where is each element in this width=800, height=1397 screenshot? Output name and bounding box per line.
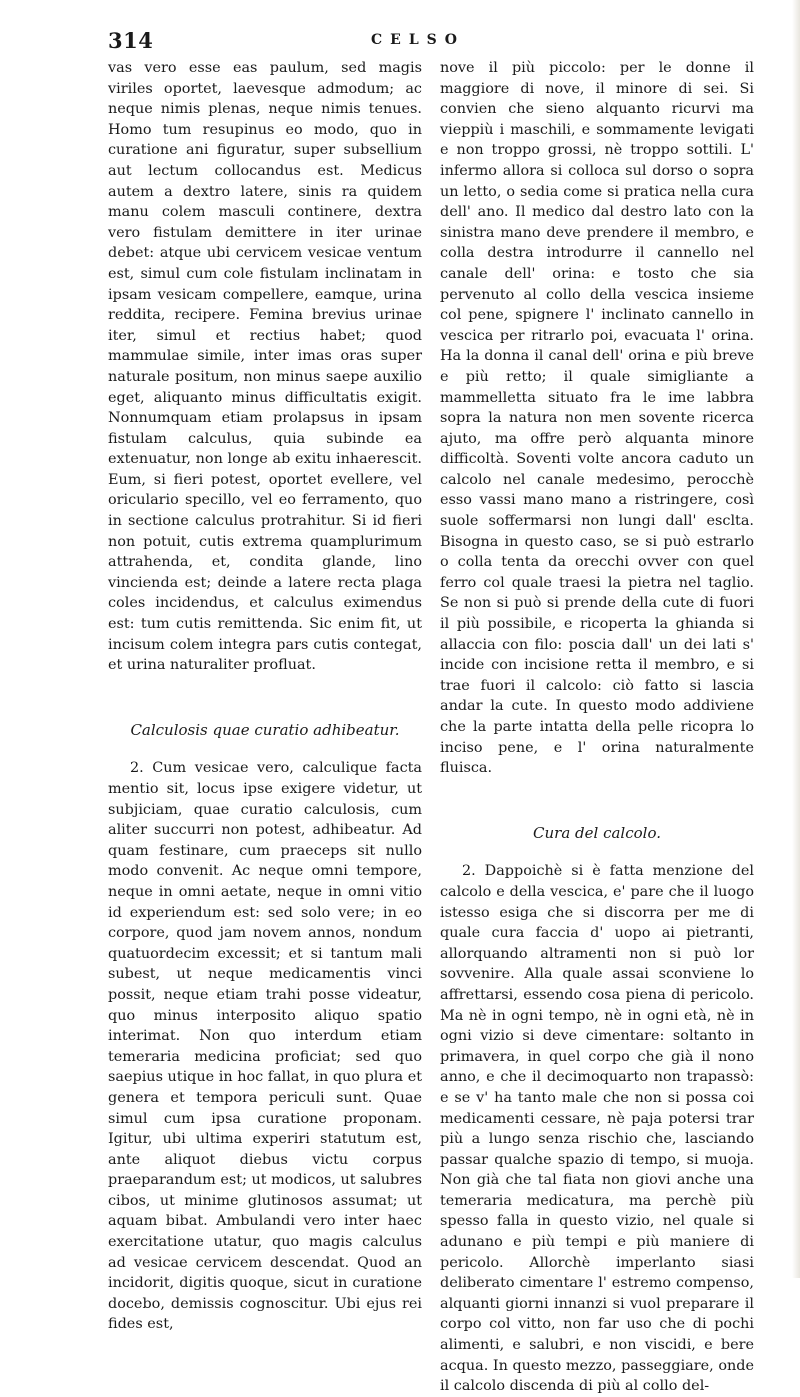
latin-section-title: Calculosis quae curatio adhibeatur. [130, 720, 400, 739]
latin-column [108, 58, 422, 1335]
italian-section-title: Cura del calcolo. [533, 823, 661, 842]
latin-paragraph-2: 2. Cum vesicae vero, calculique facta mentio sit, locus ipse exigere videtur, ut subjiciam, quae curatio calculosis, cum aliter succurri non potest, adhibeatur. Ad quam festinare, cum praeceps sit nullo modo convenit. Ac neque omni tempore, neque in omni aetate, neque in omni vitio id experiendum est: sed solo vere; in eo corpore, quod jam novem annos, nondum quatuordecim excessit; et si tantum mali subest, ut neque medicamentis vinci possit, neque etiam trahi posse videatur, quo minus interposito aliquo spatio interimat. Non quo interdum etiam temeraria medicina proficiat; sed quo saepius utique in hoc fallat, in quo plura et genera et tempora periculi sunt. Quae simul cum ipsa curatione proponam. Igitur, ubi ultima experiri statutum est, ante aliquot diebus victu corpus praeparandum est; ut modicos, ut salubres cibos, ut minime glutinosos assumat; ut aquam bibat. Ambulandi vero inter haec exercitatione utatur, quo magis calculus ad vesicae cervicem descendat. Quod an incidorit, digitis quoque, sicut in curatione docebo, demissis cognoscitur. Ubi ejus rei fides est, [108, 760, 422, 1333]
italian-paragraph-1: nove il più piccolo: per le donne il maggiore di nove, il minore di sei. Si convien che sieno alquanto ricurvi ma vieppiù i maschili, e sommamente levigati e non troppo grossi, nè troppo sottili. L' infermo allora si colloca sul dorso o sopra un letto, o sedia come si pratica nella cura dell' ano. Il medico dal destro lato con la sinistra mano deve prendere il membro, e colla destra introdurre il cannello nel canale dell' orina: e tosto che sia pervenuto al collo della vescica insieme col pene, spignere l' inclinato cannello in vescica per ritrarlo poi, evacuata l' orina. Ha la donna il canal dell' orina e più breve e più retto; il quale simigliante a mammelletta situato fra le ime labbra sopra la natura non men sovente ricerca ajuto, ma offre però alquanta minore difficoltà. Soventi volte ancora caduto un calcolo nel canale medesimo, perocchè esso vassi mano mano a ristringere, così suole soffermarsi non lungi dall' esclta. Bisogna in questo caso, se si può estrarlo o colla tenta da orecchi ovver con quel ferro col quale traesi la pietra nel taglio. Se non si può si prende della cute di fuori il più possibile, e ricoperta la ghianda si allaccia con filo: poscia dall' un dei lati s' incide con incisione retta il membro, e si trae fuori il calcolo: ciò fatto si lascia andar la cute. In questo modo addiviene che la parte intatta della pelle ricopra lo inciso pene, e l' orina naturalmente fluisca. [440, 60, 754, 777]
page-header [108, 28, 728, 58]
page-edge [792, 0, 800, 1278]
italian-paragraph-2: 2. Dappoichè si è fatta menzione del calcolo e della vescica, e' pare che il luogo istesso esiga che si discorra per me di quale cura faccia d' uopo ai pietranti, allorquando altramenti non si può lor sovvenire. Alla quale assai sconviene lo affrettarsi, essendo cosa piena di pericolo. Ma nè in ogni tempo, nè in ogni età, nè in ogni vizio si deve cimentare: soltanto in primavera, in quel corpo che già il nono anno, e che il decimoquarto non trapassò: e se v' ha tanto male che non si possa coi medicamenti cessare, nè paja potersi trar più a lungo senza rischio che, lasciando passar qualche spazio di tempo, si muoja. Non già che tal fiata non giovi anche una temeraria medicatura, ma perchè più spesso falla in questo vizio, nel quale si adunano e più tempi e più maniere di pericolo. Allorchè imperlanto siasi deliberato cimentare l' estremo compenso, alquanti giorni innanzi si vuol preparare il corpo col vitto, non far uso che di pochi alimenti, e salubri, e non viscidi, e bere acqua. In questo mezzo, passeggiare, onde il calcolo discenda di più al collo del- [440, 863, 754, 1395]
italian-column [440, 58, 754, 1397]
latin-paragraph-1: vas vero esse eas paulum, sed magis viriles oportet, laevesque admodum; ac neque nimis plenas, neque nimis tenues. Homo tum resupinus eo modo, quo in curatione ani figuratur, super subsellium aut lectum collocandus est. Medicus autem a dextro latere, sinis ra quidem manu colem masculi continere, dextra vero fistulam demittere in iter urinae debet: atque ubi cervicem vesicae ventum est, simul cum cole fistulam inclinatam in ipsam vesicam compellere, eamque, urina reddita, recipere. Femina brevius urinae iter, simul et rectius habet; quod mammulae simile, inter imas oras super naturale positum, non minus saepe auxilio eget, aliquanto minus difficultatis exigit. Nonnumquam etiam prolapsus in ipsam fistulam calculus, quia subinde ea extenuatur, non longe ab exitu inhaerescit. Eum, si fieri potest, oportet evellere, vel oriculario specillo, vel eo ferramento, quo in sectione calculus protrahitur. Si id fieri non potuit, cutis extrema quamplurimum attrahenda, et, condita glande, lino vincienda est; deinde a latere recta plaga coles incidendus, et calculus eximendus est: tum cutis remittenda. Sic enim fit, ut incisum colem integra pars cutis contegat, et urina naturaliter profluat. [108, 60, 422, 674]
page-number: 314 [108, 28, 154, 53]
running-head: CELSO [371, 32, 465, 48]
